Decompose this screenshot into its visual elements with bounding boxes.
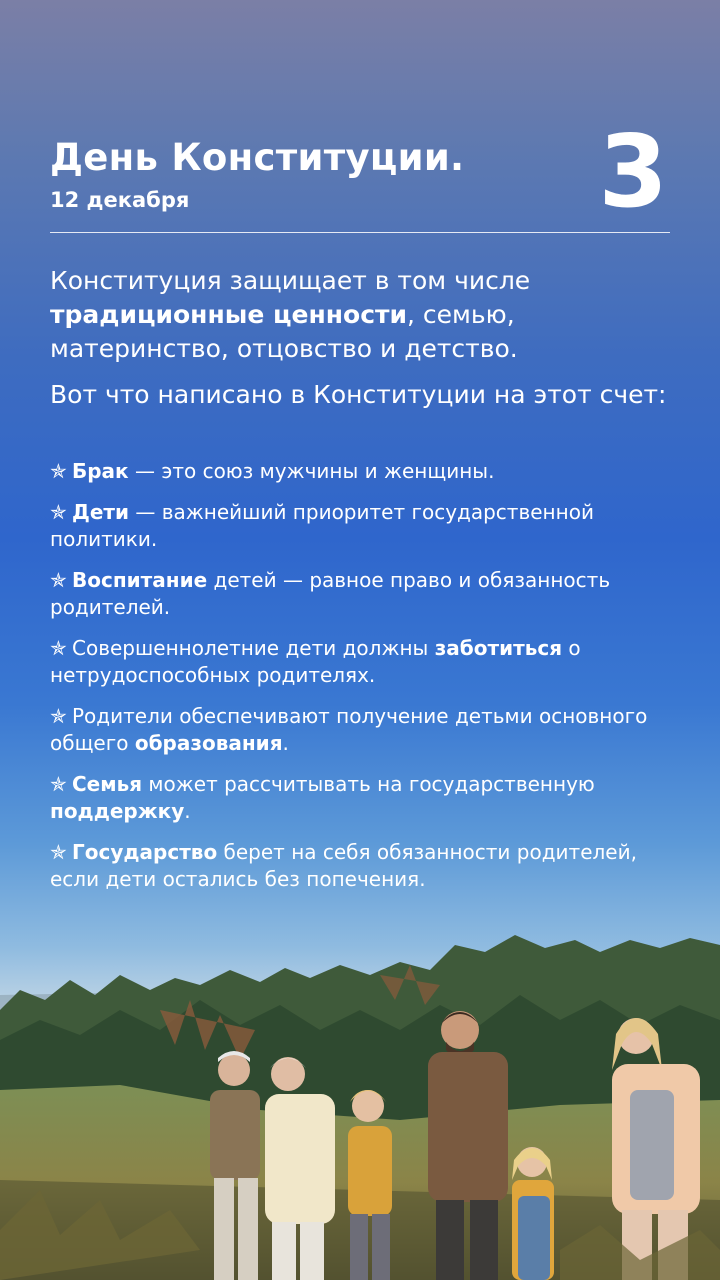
intro-highlight: традиционные ценности	[50, 300, 408, 329]
page-number: 3	[598, 113, 668, 230]
star-icon: ✯	[50, 636, 67, 660]
girl-figure	[512, 1147, 554, 1280]
list-item: ✯ Государство берет на себя обязанности родителей, если дети остались без попечения.	[50, 840, 637, 891]
list-item: ✯ Семья может рассчитывать на государственную поддержку.	[50, 772, 595, 823]
constitution-items-list	[50, 458, 690, 907]
list-item: ✯ Дети — важнейший приоритет государственной политики.	[50, 500, 594, 551]
header	[50, 113, 670, 236]
star-icon: ✯	[50, 772, 67, 796]
star-icon: ✯	[50, 840, 67, 864]
list-item: ✯ Брак — это союз мужчины и женщины.	[50, 459, 495, 483]
intro-text	[50, 264, 690, 366]
lead-text: Вот что написано в Конституции на этот счет:	[50, 380, 667, 409]
list-item: ✯ Родители обеспечивают получение детьми основного общего образования.	[50, 704, 648, 755]
star-icon: ✯	[50, 459, 67, 483]
intro-line1: Конституция защищает в том числе	[50, 266, 531, 295]
list-item: ✯ Воспитание детей — равное право и обязанность родителей.	[50, 568, 611, 619]
star-icon: ✯	[50, 500, 67, 524]
header-divider	[50, 232, 670, 233]
page-title: День Конституции.	[50, 136, 465, 179]
intro-line2: , семью, материнство, отцовство и детство.	[50, 300, 518, 363]
star-icon: ✯	[50, 568, 67, 592]
star-icon: ✯	[50, 704, 67, 728]
date-subtitle: 12 декабря	[50, 188, 190, 212]
list-item: ✯ Совершеннолетние дети должны заботиться о нетрудоспособных родителях.	[50, 636, 581, 687]
